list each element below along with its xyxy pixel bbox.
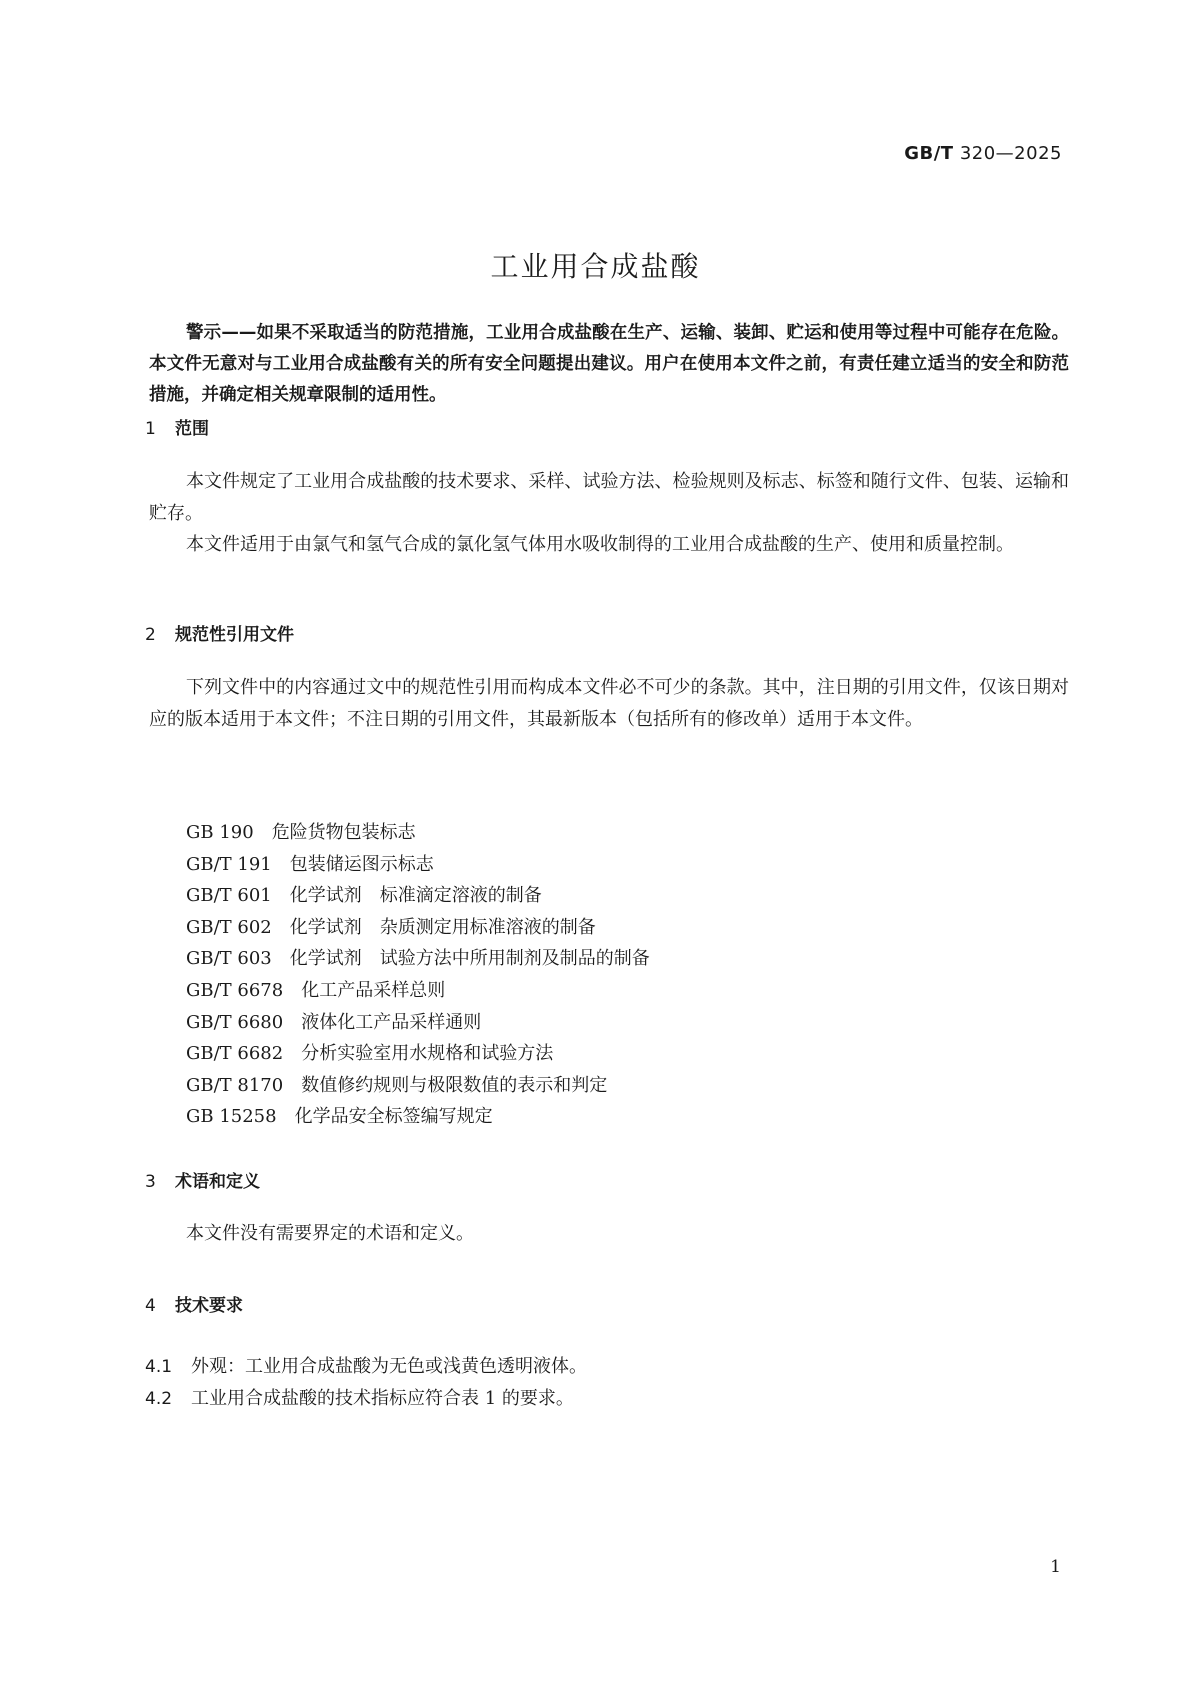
reference-code: GB/T 6682 [186, 1043, 284, 1065]
standard-prefix: GB/T [904, 143, 954, 164]
clause-4-1 [145, 1352, 587, 1378]
reference-title: 化学试剂 杂质测定用标准溶液的制备 [289, 916, 596, 938]
standard-number [904, 143, 1062, 164]
reference-title: 危险货物包装标志 [271, 822, 416, 843]
clause-4-2-text: 工业用合成盐酸的技术指标应符合表 1 的要求。 [191, 1388, 574, 1409]
reference-title: 分析实验室用水规格和试验方法 [301, 1043, 554, 1065]
reference-item [186, 975, 650, 1007]
reference-item [186, 943, 650, 975]
section-4-title: 技术要求 [175, 1296, 243, 1316]
reference-title: 包装储运图示标志 [289, 853, 434, 875]
references-intro: 下列文件中的内容通过文中的规范性引用而构成本文件必不可少的条款。其中，注日期的引用文件，仅该日期对应的版本适用于本文件；不注日期的引用文件，其最新版本（包括所有的修改单）适用于本文件。 [149, 677, 1069, 730]
reference-item [186, 1007, 650, 1039]
reference-item [186, 1070, 650, 1102]
reference-code: GB 190 [186, 822, 254, 843]
reference-code: GB/T 603 [186, 948, 272, 970]
reference-title: 化学试剂 试验方法中所用制剂及制品的制备 [289, 948, 650, 970]
clause-4-1-text: 外观：工业用合成盐酸为无色或浅黄色透明液体。 [191, 1356, 587, 1377]
section-3-number: 3 [145, 1172, 156, 1192]
clause-4-2-number: 4.2 [145, 1389, 173, 1409]
section-2-number: 2 [145, 625, 156, 645]
section-1-number: 1 [145, 419, 156, 439]
reference-title: 化学品安全标签编写规定 [294, 1106, 493, 1128]
section-1-title: 范围 [175, 419, 209, 439]
page-number: 1 [1050, 1557, 1061, 1577]
scope-paragraph-1: 本文件规定了工业用合成盐酸的技术要求、采样、试验方法、检验规则及标志、标签和随行文件、包装、运输和贮存。 [149, 471, 1069, 524]
reference-code: GB 15258 [186, 1106, 277, 1128]
reference-code: GB/T 6678 [186, 979, 284, 1001]
document-title: 工业用合成盐酸 [490, 250, 701, 283]
reference-item [186, 849, 650, 881]
reference-code: GB/T 191 [186, 853, 272, 875]
standard-code: 320—2025 [959, 143, 1062, 164]
reference-code: GB/T 6680 [186, 1011, 284, 1033]
section-4-heading [145, 1291, 243, 1316]
section-2-heading [145, 620, 294, 645]
reference-item [186, 817, 650, 849]
clause-4-1-number: 4.1 [145, 1357, 173, 1377]
section-4-number: 4 [145, 1296, 156, 1316]
reference-item [186, 912, 650, 944]
reference-item [186, 880, 650, 912]
reference-code: GB/T 601 [186, 885, 272, 907]
terms-paragraph: 本文件没有需要界定的术语和定义。 [186, 1223, 474, 1244]
reference-list [186, 817, 650, 1133]
section-1-heading [145, 414, 209, 439]
section-3-heading [145, 1167, 260, 1192]
warning-paragraph: 警示——如果不采取适当的防范措施，工业用合成盐酸在生产、运输、装卸、贮运和使用等过程中可能存在危险。本文件无意对与工业用合成盐酸有关的所有安全问题提出建议。用户在使用本文件之前，有责任建立适当的安全和防范措施，并确定相关规章限制的适用性。 [149, 323, 1069, 405]
reference-code: GB/T 602 [186, 916, 272, 938]
reference-code: GB/T 8170 [186, 1074, 284, 1096]
scope-paragraph-2: 本文件适用于由氯气和氢气合成的氯化氢气体用水吸收制得的工业用合成盐酸的生产、使用和质量控制。 [186, 534, 1014, 555]
section-2-title: 规范性引用文件 [175, 625, 294, 645]
reference-title: 化工产品采样总则 [301, 979, 446, 1001]
section-3-title: 术语和定义 [175, 1172, 260, 1192]
reference-item [186, 1101, 650, 1133]
clause-4-2 [145, 1384, 574, 1410]
reference-title: 化学试剂 标准滴定溶液的制备 [289, 885, 542, 907]
reference-title: 数值修约规则与极限数值的表示和判定 [301, 1074, 608, 1096]
reference-title: 液体化工产品采样通则 [301, 1011, 482, 1033]
reference-item [186, 1038, 650, 1070]
